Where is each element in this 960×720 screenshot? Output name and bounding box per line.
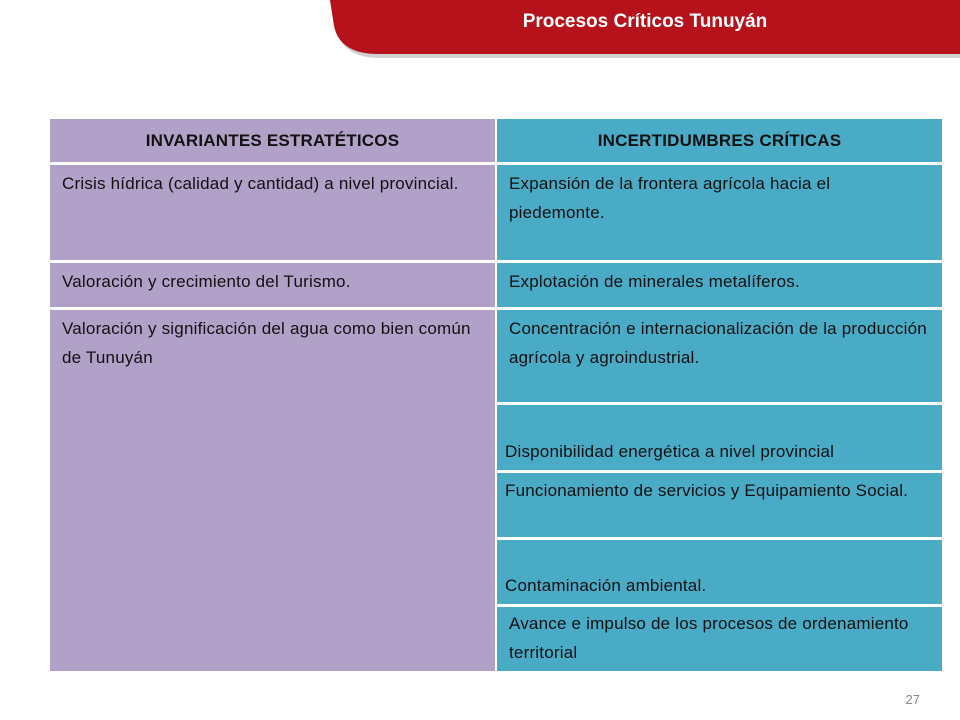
- invariant-row: Valoración y significación del agua como bien común de Tunuyán: [50, 310, 495, 671]
- uncertainty-row: Explotación de minerales metalíferos.: [497, 263, 942, 307]
- uncertainty-row: Avance e impulso de los procesos de ordenamiento territorial: [497, 607, 942, 671]
- uncertainty-row: Contaminación ambiental.: [497, 540, 942, 604]
- invariant-row: Valoración y crecimiento del Turismo.: [50, 263, 495, 307]
- header-invariantes: INVARIANTES ESTRATÉTICOS: [50, 119, 495, 162]
- uncertainty-row: Concentración e internacionalización de la producción agrícola y agroindustrial.: [497, 310, 942, 402]
- slide-title: Procesos Críticos Tunuyán: [522, 11, 768, 32]
- uncertainty-row: Funcionamiento de servicios y Equipamiento Social.: [497, 473, 942, 537]
- page-number: 27: [905, 692, 920, 707]
- header-incertidumbres: INCERTIDUMBRES CRÍTICAS: [497, 119, 942, 162]
- uncertainty-row: Expansión de la frontera agrícola hacia el piedemonte.: [497, 165, 942, 260]
- invariant-row: Crisis hídrica (calidad y cantidad) a nivel provincial.: [50, 165, 495, 260]
- uncertainty-row: Disponibilidad energética a nivel provincial: [497, 405, 942, 470]
